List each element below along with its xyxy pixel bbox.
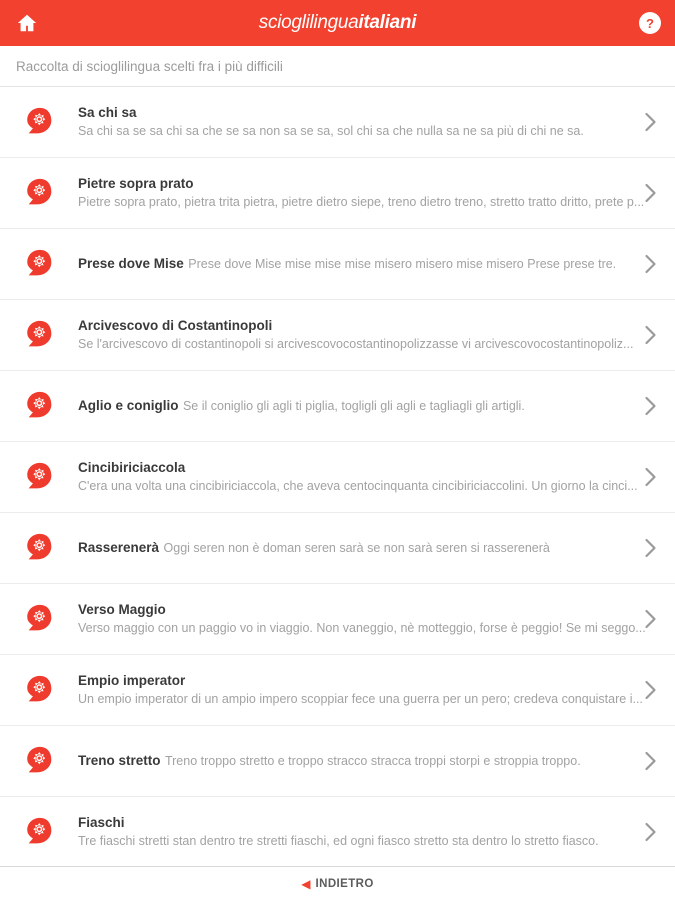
back-button[interactable] xyxy=(0,866,675,900)
list-item-title: Empio imperator xyxy=(78,673,186,688)
list-item-text xyxy=(78,459,639,495)
chevron-right-icon[interactable] xyxy=(639,538,661,558)
list-item-text xyxy=(78,104,639,140)
list-item[interactable] xyxy=(0,655,675,726)
page-title xyxy=(0,12,675,34)
tongue-twister-icon xyxy=(18,668,62,712)
app-header xyxy=(0,0,675,46)
list-item-description: Un empio imperator di un ampio impero scoppiar fece una guerra per un pero; credeva conquistare i... xyxy=(78,692,643,706)
list-item-text xyxy=(78,397,639,415)
tongue-twister-icon xyxy=(18,171,62,215)
list-item[interactable] xyxy=(0,371,675,442)
list-item[interactable] xyxy=(0,584,675,655)
list-item[interactable] xyxy=(0,797,675,866)
list-item[interactable] xyxy=(0,229,675,300)
list-item-text xyxy=(78,752,639,770)
chevron-right-icon[interactable] xyxy=(639,325,661,345)
tongue-twister-icon xyxy=(18,739,62,783)
back-button-label: INDIETRO xyxy=(315,877,374,890)
list-item-title: Fiaschi xyxy=(78,815,125,830)
list-item-description: Se l'arcivescovo di costantinopoli si arcivescovocostantinopolizzasse vi arcivescovocostantinopoliz... xyxy=(78,337,634,351)
list-item-title: Pietre sopra prato xyxy=(78,176,194,191)
tongue-twister-icon xyxy=(18,242,62,286)
list-item-description: Se il coniglio gli agli ti piglia, togligli gli agli e tagliagli gli artigli. xyxy=(182,399,525,413)
list-item[interactable] xyxy=(0,726,675,797)
list-item-description: Pietre sopra prato, pietra trita pietra, pietre dietro siepe, treno dietro treno, stretto tratto dritto, prete p... xyxy=(78,195,645,209)
tongue-twister-list xyxy=(0,87,675,866)
app-title-light: scioglilingua xyxy=(258,12,359,33)
list-item-description: Treno troppo stretto e troppo stracco stracca troppi storpi e stroppia troppo. xyxy=(164,754,581,768)
chevron-right-icon[interactable] xyxy=(639,751,661,771)
chevron-right-icon[interactable] xyxy=(639,609,661,629)
chevron-right-icon[interactable] xyxy=(639,680,661,700)
chevron-right-icon[interactable] xyxy=(639,254,661,274)
list-item-text xyxy=(78,255,639,273)
tongue-twister-icon xyxy=(18,455,62,499)
list-item[interactable] xyxy=(0,158,675,229)
collection-subtitle: Raccolta di scioglilingua scelti fra i più difficili xyxy=(16,59,283,74)
list-item-title: Verso Maggio xyxy=(78,602,166,617)
tongue-twister-icon xyxy=(18,384,62,428)
chevron-right-icon[interactable] xyxy=(639,396,661,416)
list-item-description: Verso maggio con un paggio vo in viaggio. Non vaneggio, nè motteggio, forse è peggio! Se mi seggo... xyxy=(78,621,646,635)
list-item-text xyxy=(78,317,639,353)
back-arrow-icon: ◀ xyxy=(301,876,311,891)
list-item[interactable] xyxy=(0,442,675,513)
list-item[interactable] xyxy=(0,87,675,158)
list-item-title: Rasserenerà xyxy=(78,540,160,555)
list-item-description: Prese dove Mise mise mise mise misero misero mise misero Prese prese tre. xyxy=(188,257,617,271)
list-item-text xyxy=(78,672,643,708)
list-item-text xyxy=(78,814,639,850)
tongue-twister-icon xyxy=(18,526,62,570)
app-title-bold: italiani xyxy=(358,12,417,33)
list-item-title: Aglio e coniglio xyxy=(78,398,179,413)
home-icon[interactable] xyxy=(14,10,40,36)
chevron-right-icon[interactable] xyxy=(639,822,661,842)
tongue-twister-icon xyxy=(18,810,62,854)
list-item[interactable] xyxy=(0,513,675,584)
list-item-text xyxy=(78,175,645,211)
list-item-title: Arcivescovo di Costantinopoli xyxy=(78,318,273,333)
list-item-title: Treno stretto xyxy=(78,753,161,768)
chevron-right-icon[interactable] xyxy=(639,467,661,487)
tongue-twister-icon xyxy=(18,313,62,357)
tongue-twister-icon xyxy=(18,597,62,641)
list-item-title: Cincibiriciaccola xyxy=(78,460,186,475)
list-item-description: Sa chi sa se sa chi sa che se sa non sa se sa, sol chi sa che nulla sa ne sa più di chi ne sa. xyxy=(78,124,584,138)
list-item-description: Oggi seren non è doman seren sarà se non sarà seren si rasserenerà xyxy=(163,541,550,555)
list-item-text xyxy=(78,539,639,557)
chevron-right-icon[interactable] xyxy=(639,112,661,132)
list-item[interactable] xyxy=(0,300,675,371)
list-item-description: Tre fiaschi stretti stan dentro tre stretti fiaschi, ed ogni fiasco stretto sta dentro lo stretto fiasco. xyxy=(78,834,599,848)
list-item-text xyxy=(78,601,646,637)
help-icon[interactable] xyxy=(639,12,661,34)
list-item-title: Prese dove Mise xyxy=(78,256,184,271)
subtitle-bar xyxy=(0,46,675,87)
chevron-right-icon[interactable] xyxy=(639,183,661,203)
list-item-description: C'era una volta una cincibiriciaccola, che aveva centocinquanta cincibiriciaccolini. Un giorno la cinci... xyxy=(78,479,638,493)
tongue-twister-icon xyxy=(18,100,62,144)
help-icon-label: ? xyxy=(646,15,654,31)
list-item-title: Sa chi sa xyxy=(78,105,137,120)
